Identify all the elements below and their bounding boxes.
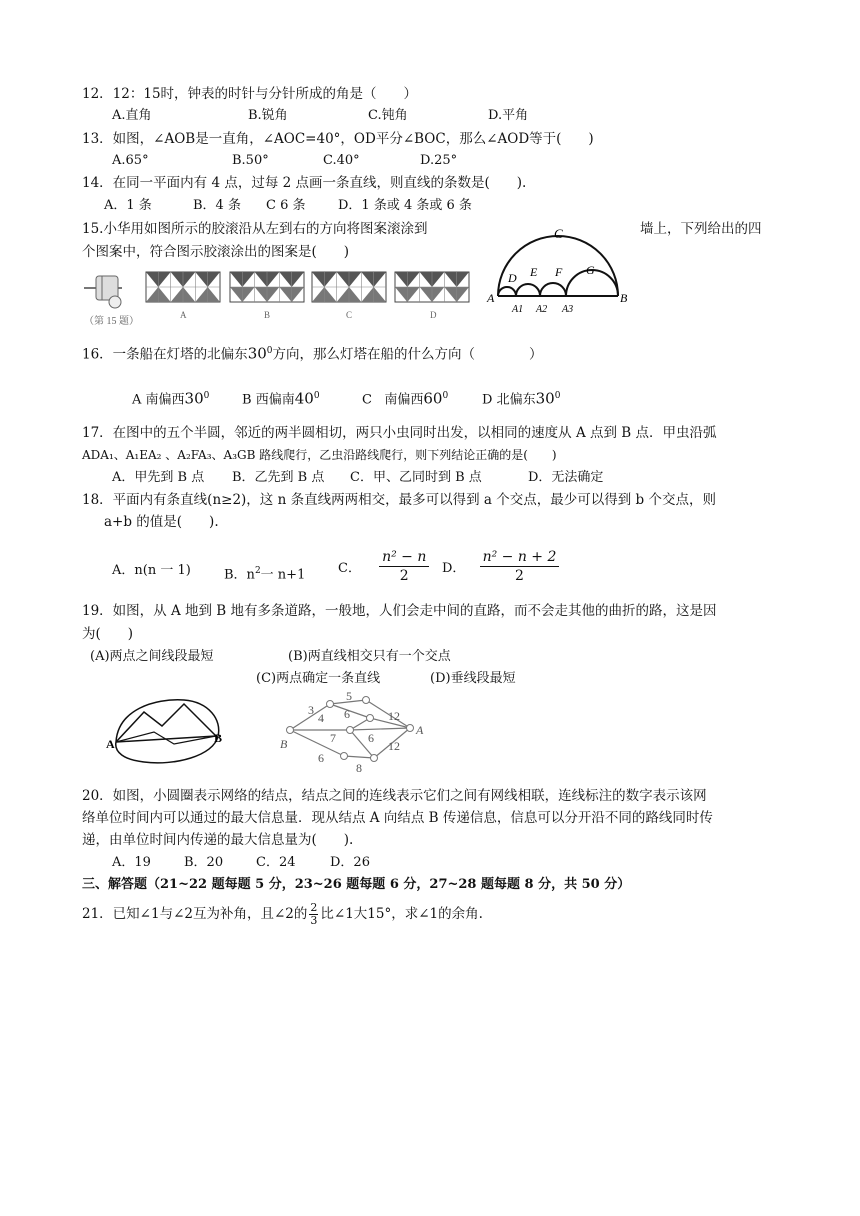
question-21: 21．已知∠1与∠2互为补角，且∠2的 $\frac{2}{3}$ 比∠1大15°，求∠1的余角. <box>82 901 483 927</box>
label-c: C <box>554 226 563 241</box>
question-19-option-a: (A)两点之间线段最短 <box>90 649 214 664</box>
network-weight-7: 6 <box>368 731 374 745</box>
question-18-option-a: A．n(n 一 1) <box>112 563 191 578</box>
question-12-option-b: B.锐角 <box>248 108 288 123</box>
roads-figure <box>104 690 224 770</box>
question-19-option-b: (B)两直线相交只有一个交点 <box>288 649 451 664</box>
question-13-option-d: D.25° <box>420 153 458 168</box>
question-16-option-b: B 西偏南$40^0$ <box>242 389 320 408</box>
roller-pattern-figure <box>82 268 482 328</box>
question-16-stem: 16．一条船在灯塔的北偏东$30^0$方向，那么灯塔在船的什么方向（ ） <box>82 344 543 363</box>
question-12-option-c: C.钝角 <box>368 108 408 123</box>
figure-15-caption: （第 15 题） <box>84 316 139 327</box>
label-f: F <box>555 265 563 279</box>
question-19-option-d: (D)垂线段最短 <box>430 671 516 686</box>
question-17-line1: 17．在图中的五个半圆，邻近的两半圆相切，两只小虫同时出发，以相同的速度从 A 点到 B 点．甲虫沿弧 <box>82 425 717 441</box>
question-20-line3: 递，由单位时间内传递的最大信息量为( ). <box>82 832 354 848</box>
network-weight-1: 3 <box>308 703 314 717</box>
section-3-title: 三、解答题（21~22 题每题 5 分，23~26 题每题 6 分，27~28 题每题 8 分，共 50 分） <box>82 877 631 892</box>
question-14-stem: 14．在同一平面内有 4 点，过每 2 点画一条直线，则直线的条数是( ). <box>82 175 527 191</box>
question-17-option-c: C．甲、乙同时到 B 点 <box>350 470 482 485</box>
question-12-option-a: A.直角 <box>112 108 152 123</box>
network-weight-3: 4 <box>318 711 324 725</box>
question-16-option-a: A 南偏西$30^0$ <box>132 389 210 408</box>
network-label-a: A <box>416 723 424 737</box>
question-20-line2: 络单位时间内可以通过的最大信息量．现从结点 A 向结点 B 传递信息，信息可以分开沿不同的路线同时传 <box>82 810 713 826</box>
question-13-option-b: B.50° <box>232 153 269 168</box>
question-14-option-b: B．4 条 <box>193 198 241 213</box>
label-d: D <box>508 271 517 285</box>
question-20-option-a: A．19 <box>112 855 151 870</box>
pattern-b <box>230 272 304 302</box>
label-a1: A1 <box>512 304 524 315</box>
question-18-option-b: B．$n^2$一 n+1 <box>224 566 306 583</box>
question-18-option-d: D． $\frac{\text{n² − n + 2}}{2}$ <box>442 548 559 585</box>
question-18-option-c: C． $\frac{\text{n² − n}}{2}$ <box>338 548 429 585</box>
network-weight-9: 12 <box>388 739 400 753</box>
question-16-option-c: C 南偏西$60^0$ <box>362 389 449 408</box>
network-figure <box>280 690 440 774</box>
network-weight-6: 7 <box>330 731 336 745</box>
question-17-line2: ADA₁、A₁EA₂ 、A₂FA₃、A₃GB 路线爬行，乙虫沿路线爬行，则下列结论正确的是( ) <box>82 448 557 462</box>
network-weight-4: 6 <box>344 707 350 721</box>
network-weight-2: 5 <box>346 690 352 703</box>
question-16-option-d: D 北偏东$30^0$ <box>482 389 561 408</box>
pattern-label-c: C <box>346 310 353 320</box>
pattern-d <box>395 272 469 302</box>
semicircle-figure <box>486 224 631 316</box>
label-a: A <box>487 291 495 305</box>
question-18-line1: 18．平面内有条直线(n≥2)，这 n 条直线两两相交，最多可以得到 a 个交点，最少可以得到 b 个交点，则 <box>82 492 716 508</box>
pattern-label-a: A <box>180 310 187 320</box>
question-19-line1: 19．如图，从 A 地到 B 地有多条道路，一般地，人们会走中间的直路，而不会走其他的曲折的路，这是因 <box>82 603 717 619</box>
question-19-line2: 为( ) <box>82 626 134 642</box>
question-17-option-d: D．无法确定 <box>528 470 604 485</box>
network-label-b: B <box>280 737 288 751</box>
question-13-option-c: C.40° <box>323 153 360 168</box>
question-12-stem: 12．12：15时，钟表的时针与分针所成的角是（ ） <box>82 86 418 102</box>
question-19-option-c: (C)两点确定一条直线 <box>256 671 381 686</box>
question-17-option-a: A．甲先到 B 点 <box>112 470 205 485</box>
label-a3: A3 <box>562 304 574 315</box>
question-20-option-d: D．26 <box>330 855 370 870</box>
network-weight-5: 12 <box>388 709 400 723</box>
question-13-option-a: A.65° <box>112 153 149 168</box>
pattern-label-d: D <box>430 310 437 320</box>
pattern-label-b: B <box>264 310 271 320</box>
fig19-label-b: B <box>214 731 223 745</box>
question-20-option-c: C．24 <box>256 855 296 870</box>
question-18-line2: a+b 的值是( ). <box>104 514 219 530</box>
question-14-option-a: A．1 条 <box>104 198 152 213</box>
label-g: G <box>586 263 595 277</box>
roller-icon <box>84 276 122 308</box>
question-14-option-c: C 6 条 <box>266 198 306 213</box>
network-weight-8: 6 <box>318 751 324 765</box>
question-15-stem-right: 墙上，下列给出的四 <box>640 221 762 237</box>
label-b: B <box>620 291 628 305</box>
question-12-option-d: D.平角 <box>488 108 529 123</box>
question-20-option-b: B．20 <box>184 855 224 870</box>
fig19-label-a: A <box>106 737 115 751</box>
pattern-c <box>312 272 386 302</box>
question-20-line1: 20．如图，小圆圈表示网络的结点，结点之间的连线表示它们之间有网线相联，连线标注的数字表示该网 <box>82 788 707 804</box>
question-13-stem: 13．如图，∠AOB是一直角，∠AOC=40°，OD平分∠BOC，那么∠AOD等于( ) <box>82 131 594 147</box>
question-17-option-b: B．乙先到 B 点 <box>232 470 325 485</box>
label-e: E <box>530 265 538 279</box>
question-15-stem-left: 15.小华用如图所示的胶滚沿从左到右的方向将图案滚涂到 <box>82 221 428 237</box>
label-a2: A2 <box>536 304 548 315</box>
network-weight-10: 8 <box>356 761 362 774</box>
pattern-a <box>146 272 220 302</box>
question-14-option-d: D．1 条或 4 条或 6 条 <box>338 198 472 213</box>
question-15-stem-line2: 个图案中，符合图示胶滚涂出的图案是( ) <box>82 244 350 260</box>
